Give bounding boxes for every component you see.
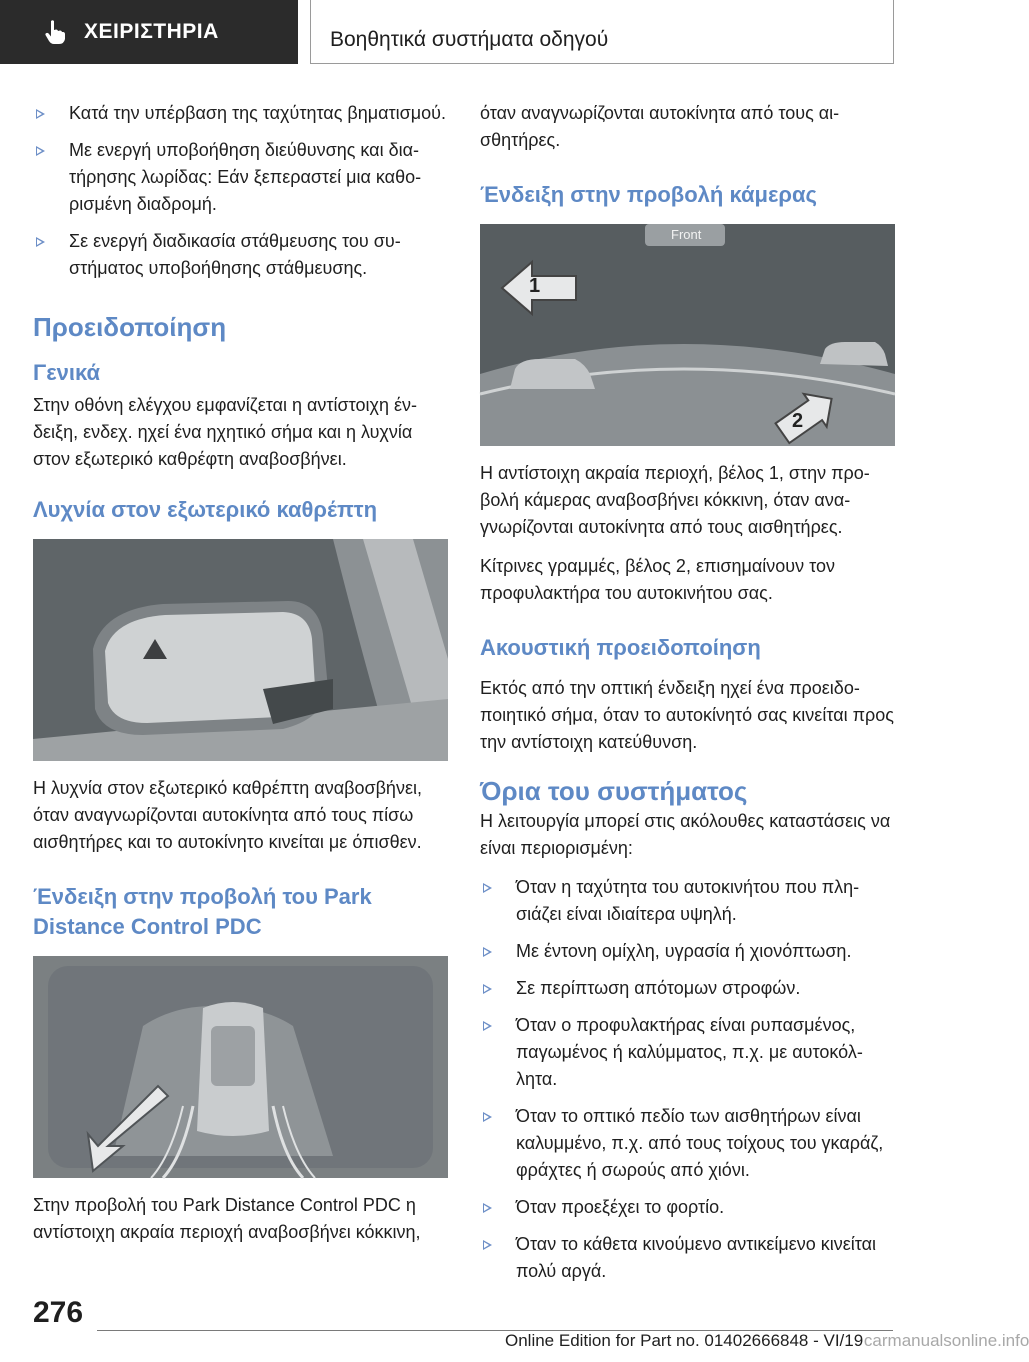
list-item-text: Με έντονη ομίχλη, υγρασία ή χιονόπτωση. <box>516 941 852 961</box>
heading-mirror-indicator: Λυχνία στον εξωτερικό καθρέπτη <box>33 497 378 522</box>
paragraph-general: Στην οθόνη ελέγχου εμφανίζεται η αντίστοιχη ένδειξη, ενδεχ. ηχεί ένα ηχητικό σήμα και η λυχνία στον εξωτερικό καθρέφτη αναβοσβήνει. <box>33 395 417 469</box>
watermark-text: carmanualsonline.info <box>863 1331 1029 1350</box>
marker-1: 1 <box>529 275 541 297</box>
bullet-triangle-icon <box>483 984 492 994</box>
heading-limits: Όρια του συστήματος <box>480 776 748 806</box>
paragraph-camera-1: Η αντίστοιχη ακραία περιοχή, βέλος 1, στην προβολή κάμερας αναβοσβήνει κόκκινη, όταν αναγνωρίζονται αυτοκίνητα από τους αισθητήρες. <box>480 463 870 537</box>
right-column <box>480 100 895 1295</box>
paragraph-limits: Η λειτουργία μπορεί στις ακόλουθες καταστάσεις να είναι περιορισμένη: <box>480 811 891 858</box>
chapter-tab-label: ΧΕΙΡΙΣΤΗΡΙΑ <box>84 20 219 43</box>
chapter-tab[interactable] <box>0 0 298 64</box>
heading-pdc: Ένδειξη στην προβολή του Park Distance Control PDC <box>33 884 372 939</box>
list-item-text: Όταν το οπτικό πεδίο των αισθητήρων είναι καλυμμένο, π.χ. από τους τοίχους του γκαράζ, φράχτες ή σωρούς από χιόνι. <box>516 1106 884 1180</box>
list-item <box>480 975 895 1002</box>
heading-warning: Προειδοποίηση <box>33 312 227 342</box>
section-title: Βοηθητικά συστήματα οδηγού <box>330 28 609 51</box>
list-item <box>33 100 448 127</box>
list-item <box>480 1194 895 1221</box>
paragraph-pdc: Στην προβολή του Park Distance Control PDC η αντίστοιχη ακραία περιοχή αναβοσβήνει κόκκινη, <box>33 1195 421 1242</box>
list-item <box>480 1103 895 1184</box>
mirror-illustration <box>33 539 448 761</box>
bullet-triangle-icon <box>36 109 45 119</box>
list-item-text: Όταν προεξέχει το φορτίο. <box>516 1197 725 1217</box>
list-item-text: Κατά την υπέρβαση της ταχύτητας βηματισμού. <box>69 103 446 123</box>
header-divider <box>310 0 311 64</box>
list-item <box>480 874 895 928</box>
list-item-text: Όταν η ταχύτητα του αυτοκινήτου που πλησιάζει είναι ιδιαίτερα υψηλή. <box>516 877 860 924</box>
left-column <box>33 100 448 1258</box>
heading-camera: Ένδειξη στην προβολή κάμερας <box>480 182 817 207</box>
edition-label: Online Edition for Part no. 01402666848 - VI/19 <box>505 1331 864 1350</box>
pdc-image <box>33 956 448 1178</box>
edition-text <box>505 1331 1029 1351</box>
heading-general: Γενικά <box>33 360 101 385</box>
bullet-triangle-icon <box>483 883 492 893</box>
header-right-border <box>893 0 894 64</box>
list-item-text: Όταν το κάθετα κινούμενο αντικείμενο κινείται πολύ αργά. <box>516 1234 877 1281</box>
list-item-text: Όταν ο προφυλακτήρας είναι ρυπασμένος, παγωμένος ή καλύμματος, π.χ. με αυτοκόλλητα. <box>516 1015 863 1089</box>
bullet-triangle-icon <box>483 947 492 957</box>
marker-2: 2 <box>792 410 804 432</box>
paragraph-continued: όταν αναγνωρίζονται αυτοκίνητα από τους αισθητήρες. <box>480 103 840 150</box>
front-label: Front <box>671 227 702 242</box>
list-item-text: Σε ενεργή διαδικασία στάθμευσης του συστήματος υποβοήθησης στάθμευσης. <box>69 231 401 278</box>
list-item <box>480 1012 895 1093</box>
bullet-triangle-icon <box>36 237 45 247</box>
paragraph-camera-2: Κίτρινες γραμμές, βέλος 2, επισημαίνουν τον προφυλακτήρα του αυτοκινήτου σας. <box>480 556 836 603</box>
camera-image <box>480 224 895 446</box>
paragraph-mirror: Η λυχνία στον εξωτερικό καθρέπτη αναβοσβήνει, όταν αναγνωρίζονται αυτοκίνητα από τους πίσω αισθητήρες και το αυτοκίνητο κινείται με όπισθεν. <box>33 778 422 852</box>
list-item-text: Σε περίπτωση απότομων στροφών. <box>516 978 801 998</box>
page-number: 276 <box>33 1296 84 1329</box>
list-item <box>33 137 448 218</box>
paragraph-acoustic: Εκτός από την οπτική ένδειξη ηχεί ένα προειδοποιητικό σήμα, όταν το αυτοκίνητό σας κινείται προς την αντίστοιχη κατεύθυνση. <box>480 678 894 752</box>
bullet-triangle-icon <box>36 146 45 156</box>
header-underline <box>310 63 894 64</box>
list-item <box>480 938 895 965</box>
heading-acoustic: Ακουστική προειδοποίηση <box>480 635 761 660</box>
mirror-image <box>33 539 448 761</box>
bullet-triangle-icon <box>483 1203 492 1213</box>
hand-pointer-icon <box>44 19 66 45</box>
pdc-illustration <box>33 956 448 1178</box>
list-item-text: Με ενεργή υποβοήθηση διεύθυνσης και διατήρησης λωρίδας: Εάν ξεπεραστεί μια καθορισμένη διαδρομή. <box>69 140 422 214</box>
list-item <box>480 1231 895 1285</box>
list-item <box>33 228 448 282</box>
bullet-triangle-icon <box>483 1112 492 1122</box>
bullet-triangle-icon <box>483 1021 492 1031</box>
arrow-2-icon <box>775 394 839 440</box>
bullet-triangle-icon <box>483 1240 492 1250</box>
